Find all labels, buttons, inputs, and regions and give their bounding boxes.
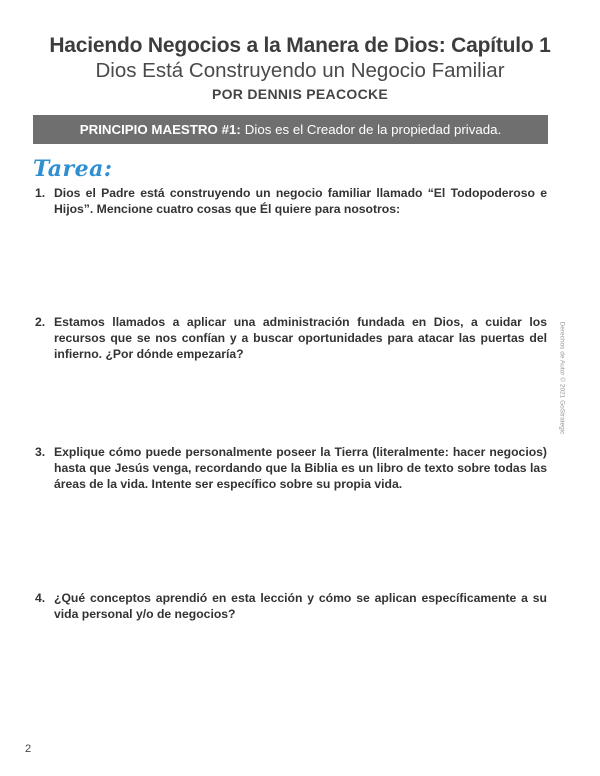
question-number: 3. bbox=[35, 445, 46, 459]
question-1 bbox=[35, 185, 547, 217]
question-text: ¿Qué conceptos aprendió en esta lección y cómo se aplican específicamente a su vida personal y/o de negocios? bbox=[54, 591, 547, 621]
homework-heading: Tarea: bbox=[33, 156, 113, 182]
banner-label: PRINCIPIO MAESTRO #1: bbox=[79, 122, 241, 137]
question-text: Explique cómo puede personalmente poseer la Tierra (literalmente: hacer negocios) hasta que Jesús venga, recordando que la Biblia es un libro de texto sobre todas las áreas de la vida. Intente ser específico sobre su propia vida. bbox=[54, 445, 547, 491]
banner-text: Dios es el Creador de la propiedad privada. bbox=[244, 122, 502, 137]
author-line: POR DENNIS PEACOCKE bbox=[211, 86, 389, 102]
page-number: 2 bbox=[25, 743, 32, 755]
question-number: 1. bbox=[35, 186, 46, 200]
question-text: Dios el Padre está construyendo un negocio familiar llamado “El Todopoderoso e Hijos”. Mencione cuatro cosas que Él quiere para nosotros: bbox=[54, 186, 547, 216]
page-title: Haciendo Negocios a la Manera de Dios: Capítulo 1 bbox=[49, 34, 551, 57]
page-subtitle: Dios Está Construyendo un Negocio Familiar bbox=[95, 59, 505, 82]
question-number: 4. bbox=[35, 591, 46, 605]
question-text: Estamos llamados a aplicar una administración fundada en Dios, a cuidar los recursos que se nos confían y a buscar oportunidades para atacar las puertas del infierno. ¿Por dónde empezaría? bbox=[54, 315, 547, 361]
question-4 bbox=[35, 590, 547, 622]
question-3 bbox=[35, 444, 547, 492]
question-number: 2. bbox=[35, 315, 46, 329]
master-principle-banner bbox=[33, 115, 548, 144]
copyright-notice: Derechos de Autor © 2021 GoStrategic bbox=[558, 321, 566, 435]
question-2 bbox=[35, 314, 547, 362]
